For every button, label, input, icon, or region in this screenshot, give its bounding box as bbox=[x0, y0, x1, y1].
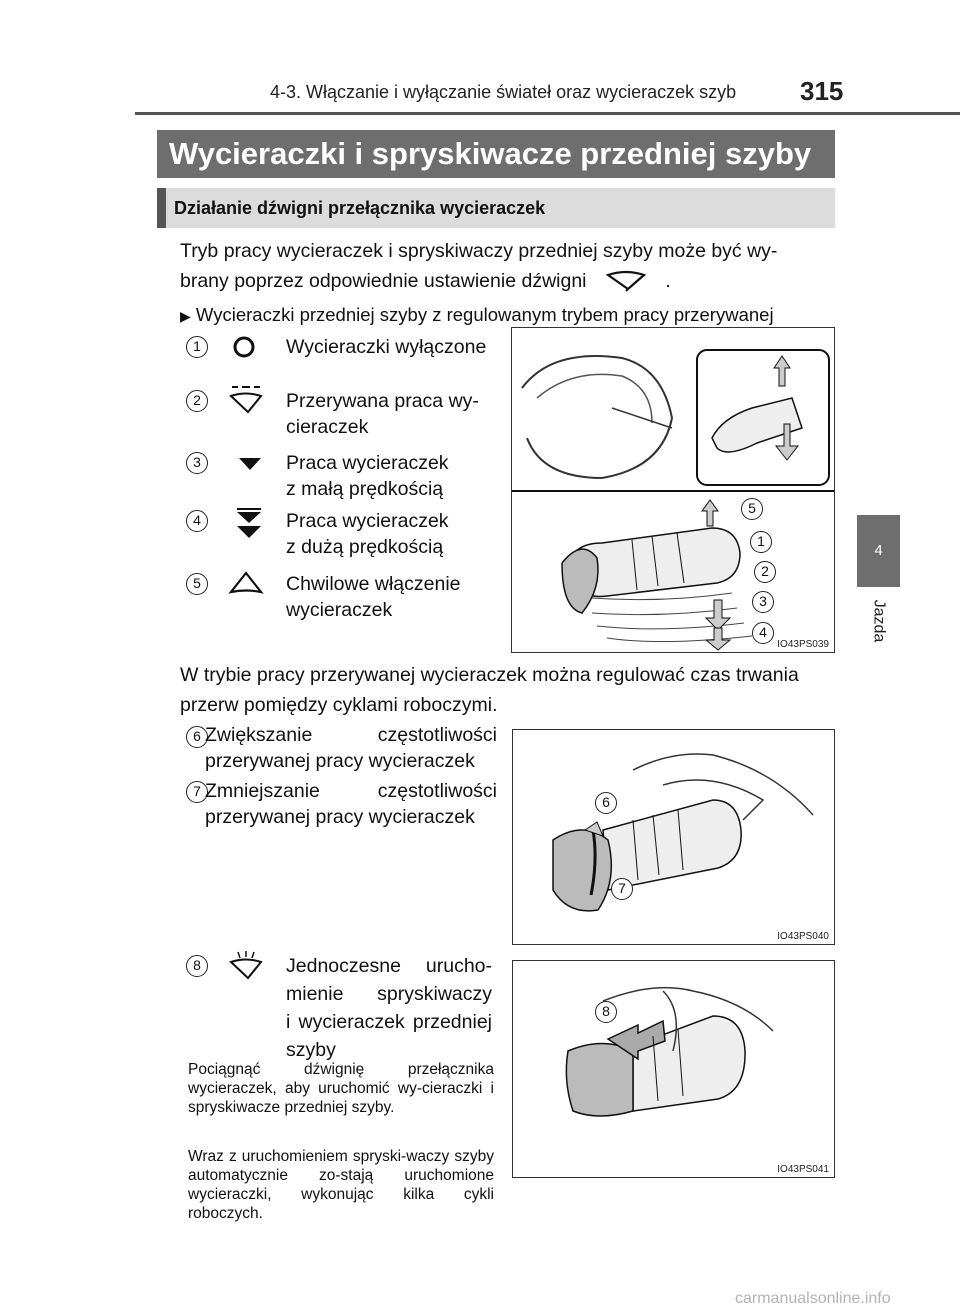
fig2-label-6: 6 bbox=[595, 792, 617, 814]
chapter-tab-label bbox=[857, 598, 900, 648]
lever-illustration bbox=[512, 328, 834, 652]
item-text-4: Praca wycieraczek z dużą prędkością bbox=[286, 510, 449, 558]
fig1-label-3: 3 bbox=[752, 591, 774, 613]
fig2-label-7: 7 bbox=[611, 878, 633, 900]
section-subtitle: Działanie dźwigni przełącznika wycieraczek bbox=[157, 188, 835, 228]
item-text-1: Wycieraczki wyłączone bbox=[286, 336, 487, 358]
wiper-icon bbox=[602, 267, 650, 293]
chapter-tab-number: 4 bbox=[857, 515, 900, 587]
chapter-tab-label-text: Jazda bbox=[870, 599, 888, 643]
item8-line3: i wycieraczek przedniej bbox=[286, 1011, 492, 1033]
item-text-5: Chwilowe włączenie wycieraczek bbox=[286, 573, 461, 621]
item-number-4: 4 bbox=[186, 510, 208, 532]
item-text-7b: przerywanej pracy wycieraczek bbox=[205, 806, 475, 828]
figure-interval-adjust bbox=[512, 729, 835, 945]
bullet-text: Wycieraczki przedniej szyby z regulowanym trybem pracy przerywanej bbox=[195, 304, 774, 325]
item8-line4: szyby bbox=[286, 1039, 336, 1061]
fig1-label-4: 4 bbox=[752, 622, 774, 644]
note-pull-lever: Pociągnąć dźwignię przełącznika wycieraczek, aby uruchomić wy-cieraczki i spryskiwacze przedniej szyby. bbox=[188, 1061, 494, 1116]
item-text-3: Praca wycieraczek z małą prędkością bbox=[286, 452, 449, 500]
page-number: 315 bbox=[800, 76, 844, 106]
intro-line1: Tryb pracy wycieraczek i spryskiwaczy przedniej szyby może być wy- bbox=[180, 240, 778, 262]
fig1-label-5: 5 bbox=[741, 498, 763, 520]
item-number-1: 1 bbox=[186, 336, 208, 358]
wiper-mist-icon bbox=[228, 570, 264, 596]
wiper-intermittent-icon bbox=[228, 384, 264, 418]
item-number-7: 7 bbox=[186, 781, 208, 803]
washer-icon bbox=[228, 950, 264, 982]
wiper-off-icon bbox=[232, 335, 256, 359]
note-auto-wipe: Wraz z uruchomieniem spryski-waczy szyby automatycznie zo-stają uruchomione wycieraczki, wykonując kilka cykli roboczych. bbox=[188, 1148, 494, 1222]
interval-line1: W trybie pracy przerywanej wycieraczek można regulować czas trwania bbox=[180, 664, 799, 686]
intro-period: . bbox=[665, 270, 671, 292]
item-number-6: 6 bbox=[186, 726, 208, 748]
washer-illustration bbox=[513, 961, 834, 1177]
header-divider bbox=[135, 112, 960, 115]
fig1-caption: IO43PS039 bbox=[774, 639, 832, 650]
page-title: Wycieraczki i spryskiwacze przedniej szyby bbox=[157, 130, 835, 178]
intro-line2 bbox=[180, 266, 835, 296]
fig1-label-2: 2 bbox=[754, 561, 776, 583]
fig3-caption: IO43PS041 bbox=[774, 1164, 832, 1175]
item-text-2: Przerywana praca wy- cieraczek bbox=[286, 390, 479, 438]
item-text-8 bbox=[286, 952, 492, 1064]
item8-line2: mienie spryskiwaczy bbox=[286, 983, 492, 1005]
figure-wiper-lever-positions bbox=[511, 327, 835, 653]
header-section: 4-3. Włączanie i wyłączanie świateł oraz wycieraczek szyb bbox=[270, 82, 737, 102]
wiper-high-icon bbox=[236, 508, 262, 540]
item-number-5: 5 bbox=[186, 573, 208, 595]
interval-illustration bbox=[513, 730, 834, 944]
item-number-3: 3 bbox=[186, 452, 208, 474]
item-text-6b: przerywanej pracy wycieraczek bbox=[205, 750, 475, 772]
wiper-low-icon bbox=[238, 456, 262, 472]
item-text-7a: Zmniejszanie częstotliwości bbox=[205, 780, 497, 802]
footer-watermark: carmanualsonline.info bbox=[735, 1290, 891, 1307]
figure-washer-pull bbox=[512, 960, 835, 1178]
item-number-2: 2 bbox=[186, 390, 208, 412]
fig2-caption: IO43PS040 bbox=[774, 931, 832, 942]
intro-text: brany poprzez odpowiednie ustawienie dźwigni bbox=[180, 270, 587, 292]
fig1-label-1: 1 bbox=[750, 531, 772, 553]
item-number-8: 8 bbox=[186, 955, 208, 977]
triangle-bullet-icon: ▶ bbox=[180, 308, 191, 324]
item8-line1: Jednoczesne urucho- bbox=[286, 955, 492, 977]
item-text-6a: Zwiększanie częstotliwości bbox=[205, 724, 497, 746]
fig3-label-8: 8 bbox=[595, 1001, 617, 1023]
interval-line2: przerw pomiędzy cyklami roboczymi. bbox=[180, 694, 498, 716]
